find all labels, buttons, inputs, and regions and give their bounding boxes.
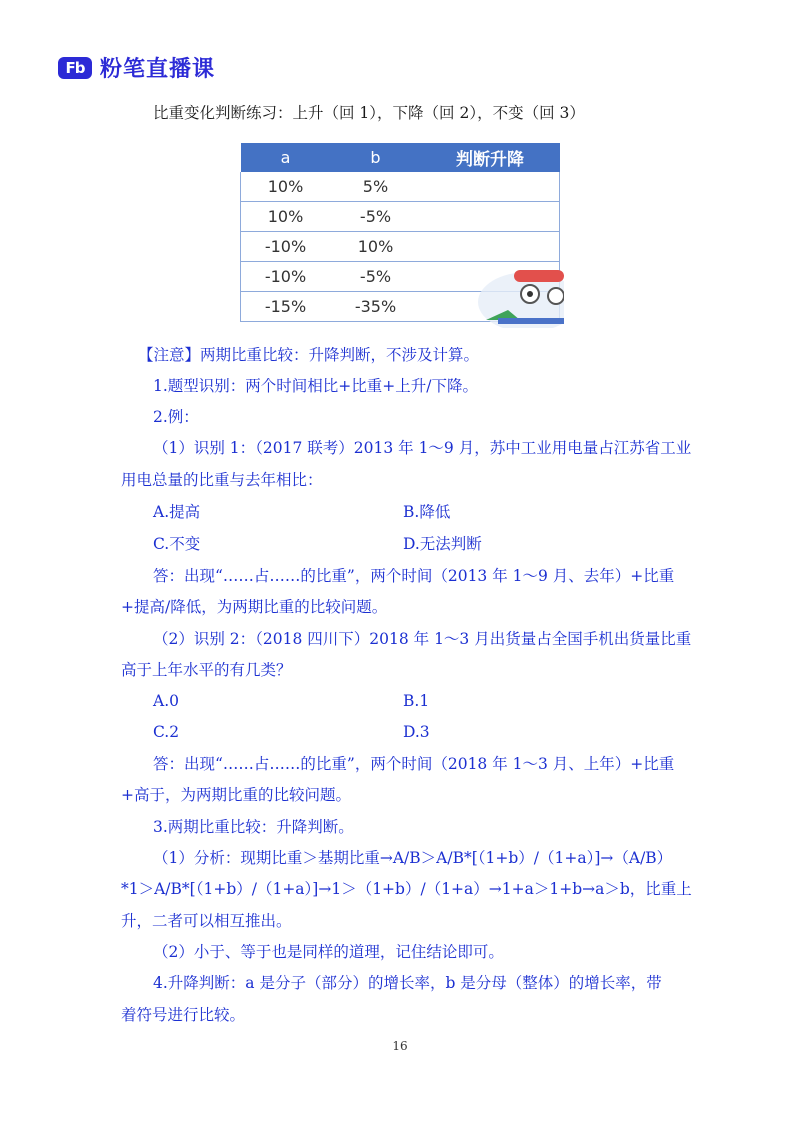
answer-1-line-1: 答：出现“……占……的比重”，两个时间（2013 年 1～9 月、去年）+比重 — [153, 567, 675, 585]
point-4-line-1: 4.升降判断：a 是分子（部分）的增长率，b 是分母（整体）的增长率，带 — [153, 974, 662, 992]
cell-judge — [421, 172, 560, 202]
logo — [58, 52, 215, 83]
table-row — [241, 172, 560, 202]
cell-a: -15% — [241, 292, 331, 322]
point-1: 1.题型识别：两个时间相比+比重+上升/下降。 — [153, 377, 478, 395]
page-number: 16 — [392, 1039, 408, 1053]
note-line: 【注意】两期比重比较：升降判断，不涉及计算。 — [138, 346, 480, 364]
cell-a: -10% — [241, 262, 331, 292]
mascot-watermark-icon — [468, 262, 564, 328]
question-2-line-2: 高于上年水平的有几类？ — [121, 661, 292, 679]
point-2: 2.例： — [153, 408, 199, 426]
q1-option-c: C.不变 — [153, 535, 201, 553]
logo-text: 粉笔直播课 — [100, 57, 216, 82]
answer-2-line-2: +高于，为两期比重的比较问题。 — [121, 786, 351, 804]
point-3: 3.两期比重比较：升降判断。 — [153, 818, 354, 836]
cell-b: 10% — [331, 232, 421, 262]
question-1-line-1: （1）识别 1：（2017 联考）2013 年 1～9 月，苏中工业用电量占江苏省工业 — [153, 439, 692, 457]
question-1-line-2: 用电总量的比重与去年相比： — [121, 471, 323, 489]
cell-b: -5% — [331, 202, 421, 232]
answer-2-line-1: 答：出现“……占……的比重”，两个时间（2018 年 1～3 月、上年）+比重 — [153, 755, 675, 773]
table-row — [241, 232, 560, 262]
cell-b: -35% — [331, 292, 421, 322]
point-4-line-2: 着符号进行比较。 — [121, 1006, 246, 1024]
cell-b: 5% — [331, 172, 421, 202]
q2-option-b: B.1 — [403, 692, 430, 710]
cell-judge — [421, 232, 560, 262]
intro-line: 比重变化判断练习：上升（回 1），下降（回 2），不变（回 3） — [153, 104, 585, 122]
table-row — [241, 202, 560, 232]
cell-b: -5% — [331, 262, 421, 292]
analysis-line-3: 升，二者可以相互推出。 — [121, 912, 292, 930]
q1-option-b: B.降低 — [403, 503, 451, 521]
cell-a: -10% — [241, 232, 331, 262]
header-b: b — [331, 143, 421, 172]
q1-option-d: D.无法判断 — [403, 535, 482, 553]
analysis-line-1: （1）分析：现期比重＞基期比重→A/B＞A/B*[（1+b）/（1+a）]→（A/B） — [153, 849, 673, 867]
q2-option-c: C.2 — [153, 723, 180, 741]
question-2-line-1: （2）识别 2：（2018 四川下）2018 年 1～3 月出货量占全国手机出货量比重 — [153, 630, 692, 648]
analysis-line-4: （2）小于、等于也是同样的道理，记住结论即可。 — [153, 943, 504, 961]
cell-a: 10% — [241, 202, 331, 232]
header-a: a — [241, 143, 331, 172]
analysis-line-2: *1＞A/B*[（1+b）/（1+a）]→1＞（1+b）/（1+a）→1+a＞1+b→a＞b，比重上 — [121, 880, 692, 898]
cell-a: 10% — [241, 172, 331, 202]
q2-option-d: D.3 — [403, 723, 430, 741]
logo-mark: Fb — [58, 57, 92, 79]
q2-option-a: A.0 — [153, 692, 179, 710]
cell-judge — [421, 202, 560, 232]
table-header-row — [241, 143, 560, 172]
header-judge: 判断升降 — [421, 143, 560, 172]
q1-option-a: A.提高 — [153, 503, 201, 521]
answer-1-line-2: +提高/降低，为两期比重的比较问题。 — [121, 598, 388, 616]
